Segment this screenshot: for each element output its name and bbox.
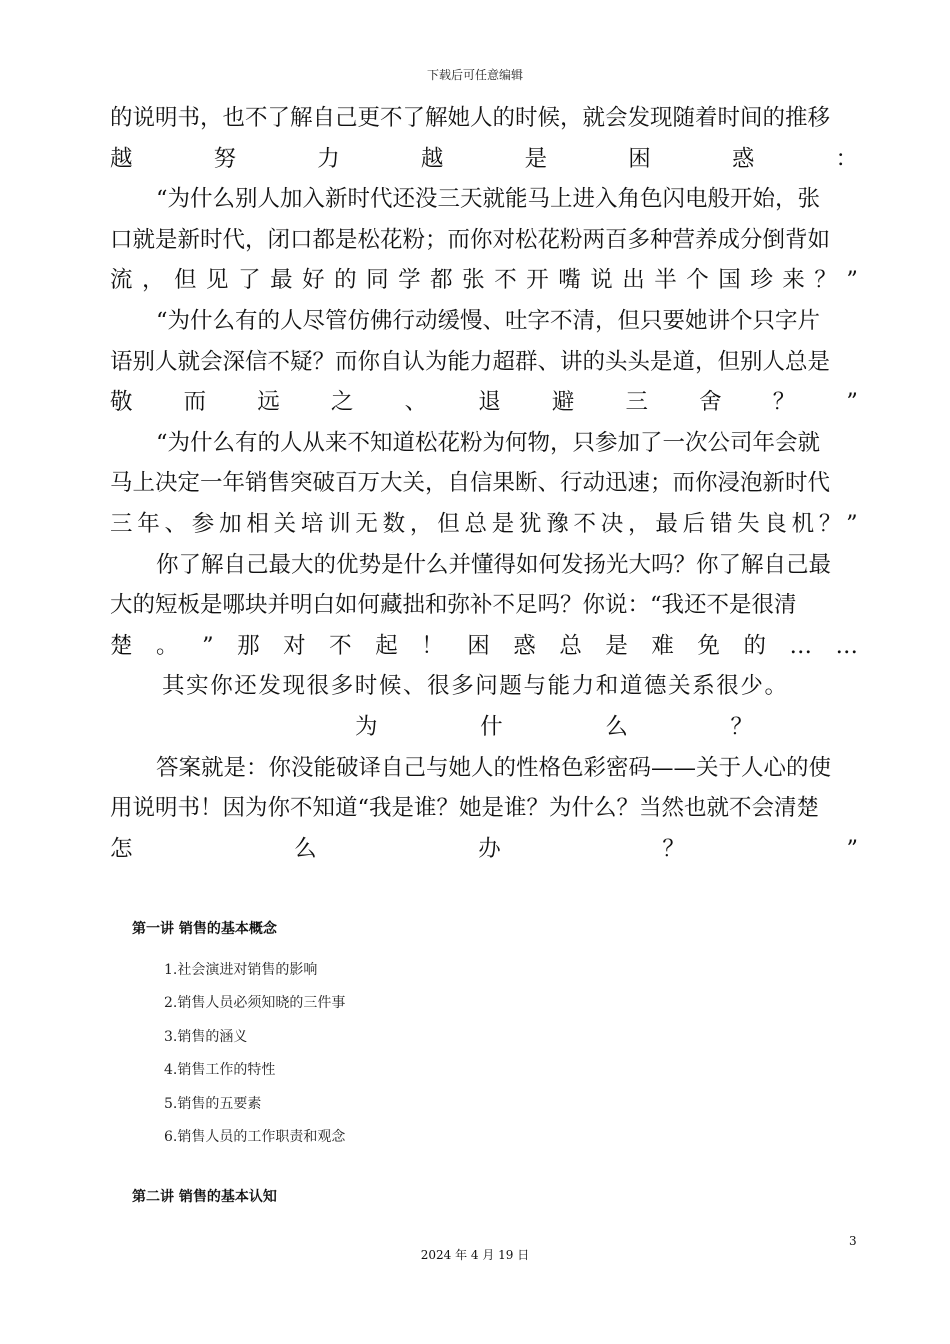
body-line: 语别人就会深信不疑？而你自认为能力超群、讲的头头是道，但别人总是 xyxy=(110,348,831,375)
body-text xyxy=(110,98,858,869)
body-line: “为什么有的人从来不知道松花粉为何物，只参加了一次公司年会就 xyxy=(156,429,821,456)
body-line: “为什么有的人尽管仿佛行动缓慢、吐字不清，但只要她讲个只字片 xyxy=(156,307,821,334)
toc-item: 2.销售人员必须知晓的三件事 xyxy=(164,995,346,1012)
toc-item: 1.社会演进对销售的影响 xyxy=(164,962,318,978)
body-line: 用说明书！因为你不知道“我是谁？她是谁？为什么？当然也就不会清楚 xyxy=(110,795,820,822)
body-line: 马上决定一年销售突破百万大关，自信果断、行动迅速；而你浸泡新时代 xyxy=(110,470,831,497)
body-line: 其实你还发现很多时候、很多问题与能力和道德关系很少。 xyxy=(162,673,789,700)
body-line: 越 努 力 越 是 困 惑 ： xyxy=(110,145,858,172)
footer-date: 2024 年 4 月 19 日 xyxy=(420,1248,530,1262)
body-line: 怎 么 办 ？ ” xyxy=(110,835,858,862)
lecture-1-heading: 第一讲 销售的基本概念 xyxy=(132,921,277,937)
body-line: 口就是新时代，闭口都是松花粉；而你对松花粉两百多种营养成分倒背如 xyxy=(110,226,831,253)
body-line: 敬 而 远 之 、 退 避 三 舍 ？ ” xyxy=(110,389,858,416)
body-line: 为 什 么 ？ xyxy=(355,713,753,740)
body-line: 楚 。 ” 那 对 不 起 ！ 困 惑 总 是 难 免 的 … … xyxy=(110,632,858,659)
body-line: 的说明书，也不了解自己更不了解她人的时候，就会发现随着时间的推移 xyxy=(110,105,831,131)
page-header-note: 下载后可任意编辑 xyxy=(426,68,523,82)
lecture-1-items xyxy=(132,954,732,1154)
body-line: 流 ， 但 见 了 最 好 的 同 学 都 张 不 开 嘴 说 出 半 个 国 珍 来 ？ ” xyxy=(110,267,858,294)
body-line: 三 年 、 参 加 相 关 培 训 无 数 ， 但 总 是 犹 豫 不 决 ， 最 后 错 失 良 机 ？ ” xyxy=(110,510,858,537)
lecture-2-heading: 第二讲 销售的基本认知 xyxy=(132,1189,277,1205)
body-line: 答案就是：你没能破译自己与她人的性格色彩密码——关于人心的使 xyxy=(156,754,832,781)
toc-item: 5.销售的五要素 xyxy=(164,1095,262,1112)
toc-item: 3.销售的涵义 xyxy=(164,1028,248,1045)
body-line: 大的短板是哪块并明白如何藏拙和弥补不足吗？你说：“我还不是很清 xyxy=(110,592,797,619)
body-line: “为什么别人加入新时代还没三天就能马上进入角色闪电般开始，张 xyxy=(156,186,821,213)
page-number: 3 xyxy=(849,1234,857,1248)
toc-item: 6.销售人员的工作职责和观念 xyxy=(164,1128,346,1145)
table-of-contents xyxy=(132,918,732,1154)
toc-item: 4.销售工作的特性 xyxy=(164,1062,276,1079)
body-line: 你了解自己最大的优势是什么并懂得如何发扬光大吗？你了解自己最 xyxy=(156,551,832,578)
